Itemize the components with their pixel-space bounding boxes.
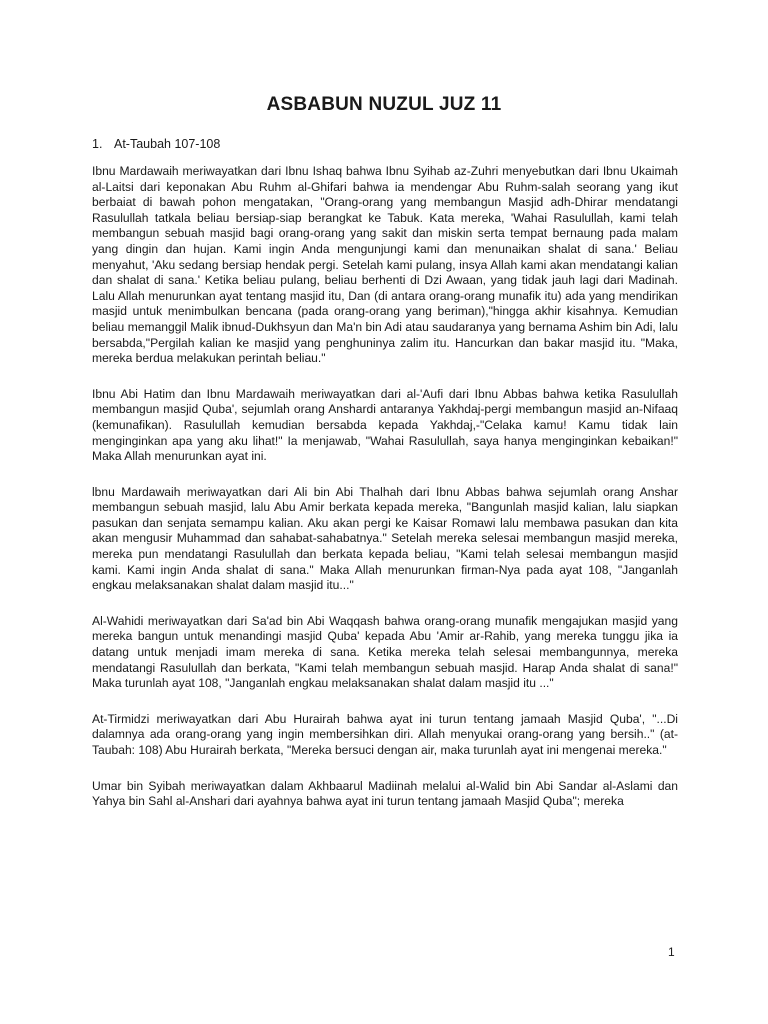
paragraph: At-Tirmidzi meriwayatkan dari Abu Hurairah bahwa ayat ini turun tentang jamaah Masjid Quba', "...Di dalamnya ada orang-orang yang ingin membersihkan diri. Allah menyukai orang-orang yang bersih.." (at-Taubah: 108) Abu Hurairah berkata, "Mereka bersuci dengan air, maka turunlah ayat ini mengenai mereka."	[92, 711, 678, 757]
section-number: 1.	[92, 137, 103, 151]
paragraph: Ibnu Abi Hatim dan Ibnu Mardawaih meriwayatkan dari al-'Aufi dari Ibnu Abbas bahwa ketika Rasulullah membangun masjid Quba', sejumlah orang Anshardi antaranya Yakhdaj-pergi membangun masjid an-Nifaaq (kemunafikan). Rasulullah kemudian bersabda kepada Yakhdaj,-"Celaka kamu! Kamu tidak lain menginginkan apa yang aku lihat!" Ia menjawab, "Wahai Rasulullah, saya hanya menginginkan kebaikan!" Maka Allah menurunkan ayat ini.	[92, 386, 678, 464]
paragraph: Umar bin Syibah meriwayatkan dalam Akhbaarul Madiinah melalui al-Walid bin Abi Sandar al-Aslami dan Yahya bin Sahl al-Anshari dari ayahnya bahwa ayat ini turun tentang jamaah Masjid Quba"; mereka	[92, 778, 678, 809]
paragraph: Al-Wahidi meriwayatkan dari Sa'ad bin Abi Waqqash bahwa orang-orang munafik mengajukan masjid yang mereka bangun untuk menandingi masjid Quba' kepada Abu 'Amir ar-Rahib, yang mereka tunggu jika ia datang untuk menjadi imam mereka di sana. Ketika mereka telah selesai membangunnya, mereka mendatangi Rasulullah dan berkata, "Kami telah membangun sebuah masjid. Harap Anda shalat di sana!" Maka turunlah ayat 108, "Janganlah engkau melaksanakan shalat dalam masjid itu ..."	[92, 613, 678, 691]
section-label: At-Taubah 107-108	[114, 137, 221, 151]
document-body	[92, 164, 678, 830]
page-number: 1	[668, 945, 675, 959]
paragraph: lbnu Mardawaih meriwayatkan dari Ali bin Abi Thalhah dari Ibnu Abbas bahwa sejumlah orang Anshar membangun sebuah masjid, lalu Abu Amir berkata kepada mereka, "Bangunlah masjid kalian, lalu siapkan pasukan dan senjata semampu kalian. Aku akan pergi ke Kaisar Romawi lalu membawa pasukan dan kita akan mengusir Muhammad dan sahabat-sahabatnya." Setelah mereka selesai membangun masjid mereka, mereka pun mendatangi Rasulullah dan berkata kepada beliau, "Kami telah selesai membangun masjid kami. Kami ingin Anda shalat di sana." Maka Allah menurunkan firman-Nya pada ayat 108, "Janganlah engkau melaksanakan shalat dalam masjid itu..."	[92, 484, 678, 593]
section-heading	[92, 137, 220, 151]
document-title: ASBABUN NUZUL JUZ 11	[266, 94, 502, 115]
paragraph: Ibnu Mardawaih meriwayatkan dari Ibnu Ishaq bahwa Ibnu Syihab az-Zuhri menyebutkan dari Ibnu Ukaimah al-Laitsi dari keponakan Abu Ruhm al-Ghifari bahwa ia mendengar Abu Ruhm-salah seorang yang ikut berbaiat di bawah pohon mengatakan, "Orang-orang yang membangun Masjid adh-Dhirar mendatangi Rasulullah tatkala beliau bersiap-siap berangkat ke Tabuk. Kata mereka, 'Wahai Rasulullah, kami telah membangun sebuah masjid bagi orang-orang yang sakit dan miskin serta tempat bernaung pada malam yang dingin dan hujan. Kami ingin Anda mengunjungi kami dan menunaikan shalat di sana.' Beliau menyahut, 'Aku sedang bersiap hendak pergi. Setelah kami pulang, insya Allah kami akan mendatangi kalian dan shalat di sana.' Ketika beliau pulang, beliau berhenti di Dzi Awaan, yang tidak jauh lagi dari Madinah. Lalu Allah menurunkan ayat tentang masjid itu, Dan (di antara orang-orang munafik itu) ada yang mendirikan masjid untuk menimbulkan bencana (pada orang-orang yang beriman),"hingga akhir kisahnya. Kemudian beliau memanggil Malik ibnud-Dukhsyun dan Ma'n bin Adi atau saudaranya yang bernama Ashim bin Adi, lalu bersabda,"Pergilah kalian ke masjid yang penghuninya zalim itu. Hancurkan dan bakar masjid itu. "Maka, mereka berdua melakukan perintah beliau."	[92, 164, 678, 366]
